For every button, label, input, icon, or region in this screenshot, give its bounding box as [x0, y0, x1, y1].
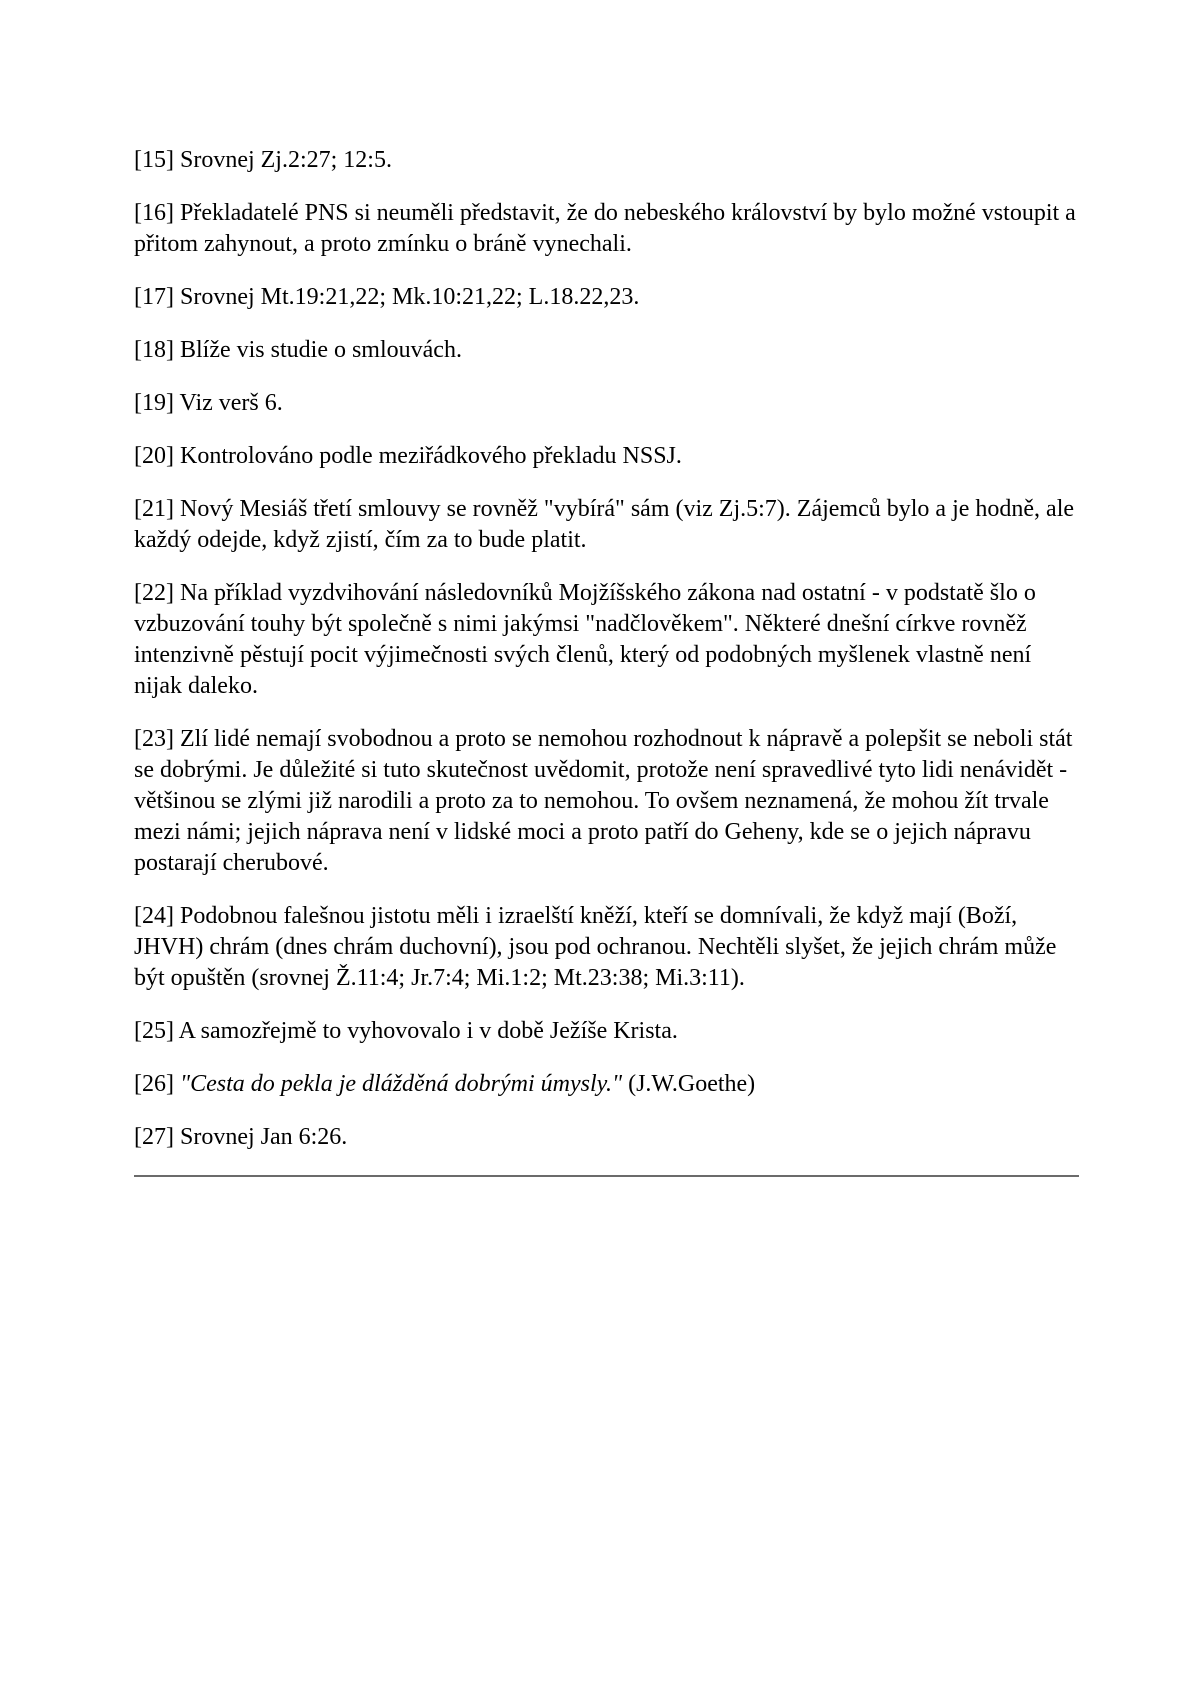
footnote-26 [134, 1069, 1079, 1100]
footnote-15 [134, 145, 1079, 176]
footnote-24 [134, 901, 1079, 994]
footnote-text: (J.W.Goethe) [622, 1071, 756, 1097]
footnote-27 [134, 1122, 1079, 1153]
footnote-text: [23] Zlí lidé nemají svobodnou a proto se nemohou rozhodnout k nápravě a polepšit se neboli stát se dobrými. Je důležité si tuto skutečnost uvědomit, protože není spravedlivé tyto lidi nenávidět - většinou se zlými již narodili a proto za to nemohou. To ovšem neznamená, že mohou žít trvale mezi námi; jejich náprava není v lidské moci a proto patří do Geheny, kde se o jejich nápravu postarají cherubové. [134, 726, 1073, 876]
footnote-text: [24] Podobnou falešnou jistotu měli i izraelští kněží, kteří se domnívali, že když mají (Boží, JHVH) chrám (dnes chrám duchovní), jsou pod ochranou. Nechtěli slyšet, že jejich chrám může být opuštěn (srovnej Ž.11:4; Jr.7:4; Mi.1:2; Mt.23:38; Mi.3:11). [134, 903, 1057, 991]
footnote-text: [22] Na příklad vyzdvihování následovníků Mojžíšského zákona nad ostatní - v podstatě šlo o vzbuzování touhy být společně s nimi jakýmsi "nadčlověkem". Některé dnešní církve rovněž intenzivně pěstují pocit výjimečnosti svých členů, který od podobných myšlenek vlastně není nijak daleko. [134, 580, 1036, 699]
footnote-19 [134, 388, 1079, 419]
footnote-21 [134, 494, 1079, 556]
footnote-text: [20] Kontrolováno podle meziřádkového překladu NSSJ. [134, 443, 682, 469]
footnote-text: [15] Srovnej Zj.2:27; 12:5. [134, 147, 392, 173]
footnote-text: [18] Blíže vis studie o smlouvách. [134, 337, 462, 363]
footnote-text: [19] Viz verš 6. [134, 390, 283, 416]
footnote-16 [134, 198, 1079, 260]
footnote-17 [134, 282, 1079, 313]
footnote-20 [134, 441, 1079, 472]
footnote-22 [134, 578, 1079, 702]
footnote-text: [25] A samozřejmě to vyhovovalo i v době Ježíše Krista. [134, 1018, 678, 1044]
footnote-18 [134, 335, 1079, 366]
footnote-text: [17] Srovnej Mt.19:21,22; Mk.10:21,22; L.18.22,23. [134, 284, 640, 310]
footnote-separator-line [134, 1175, 1079, 1177]
footnote-text: [21] Nový Mesiáš třetí smlouvy se rovněž "vybírá" sám (viz Zj.5:7). Zájemců bylo a je hodně, ale každý odejde, když zjistí, čím za to bude platit. [134, 496, 1075, 553]
footnote-text: [16] Překladatelé PNS si neuměli představit, že do nebeského království by bylo možné vstoupit a přitom zahynout, a proto zmínku o bráně vynechali. [134, 200, 1076, 257]
footnote-text: [26] [134, 1071, 180, 1097]
footnote-text: [27] Srovnej Jan 6:26. [134, 1124, 348, 1150]
footnote-23 [134, 724, 1079, 879]
footnote-quote-italic: "Cesta do pekla je dlážděná dobrými úmysly." [179, 1071, 623, 1097]
footnote-25 [134, 1016, 1079, 1047]
